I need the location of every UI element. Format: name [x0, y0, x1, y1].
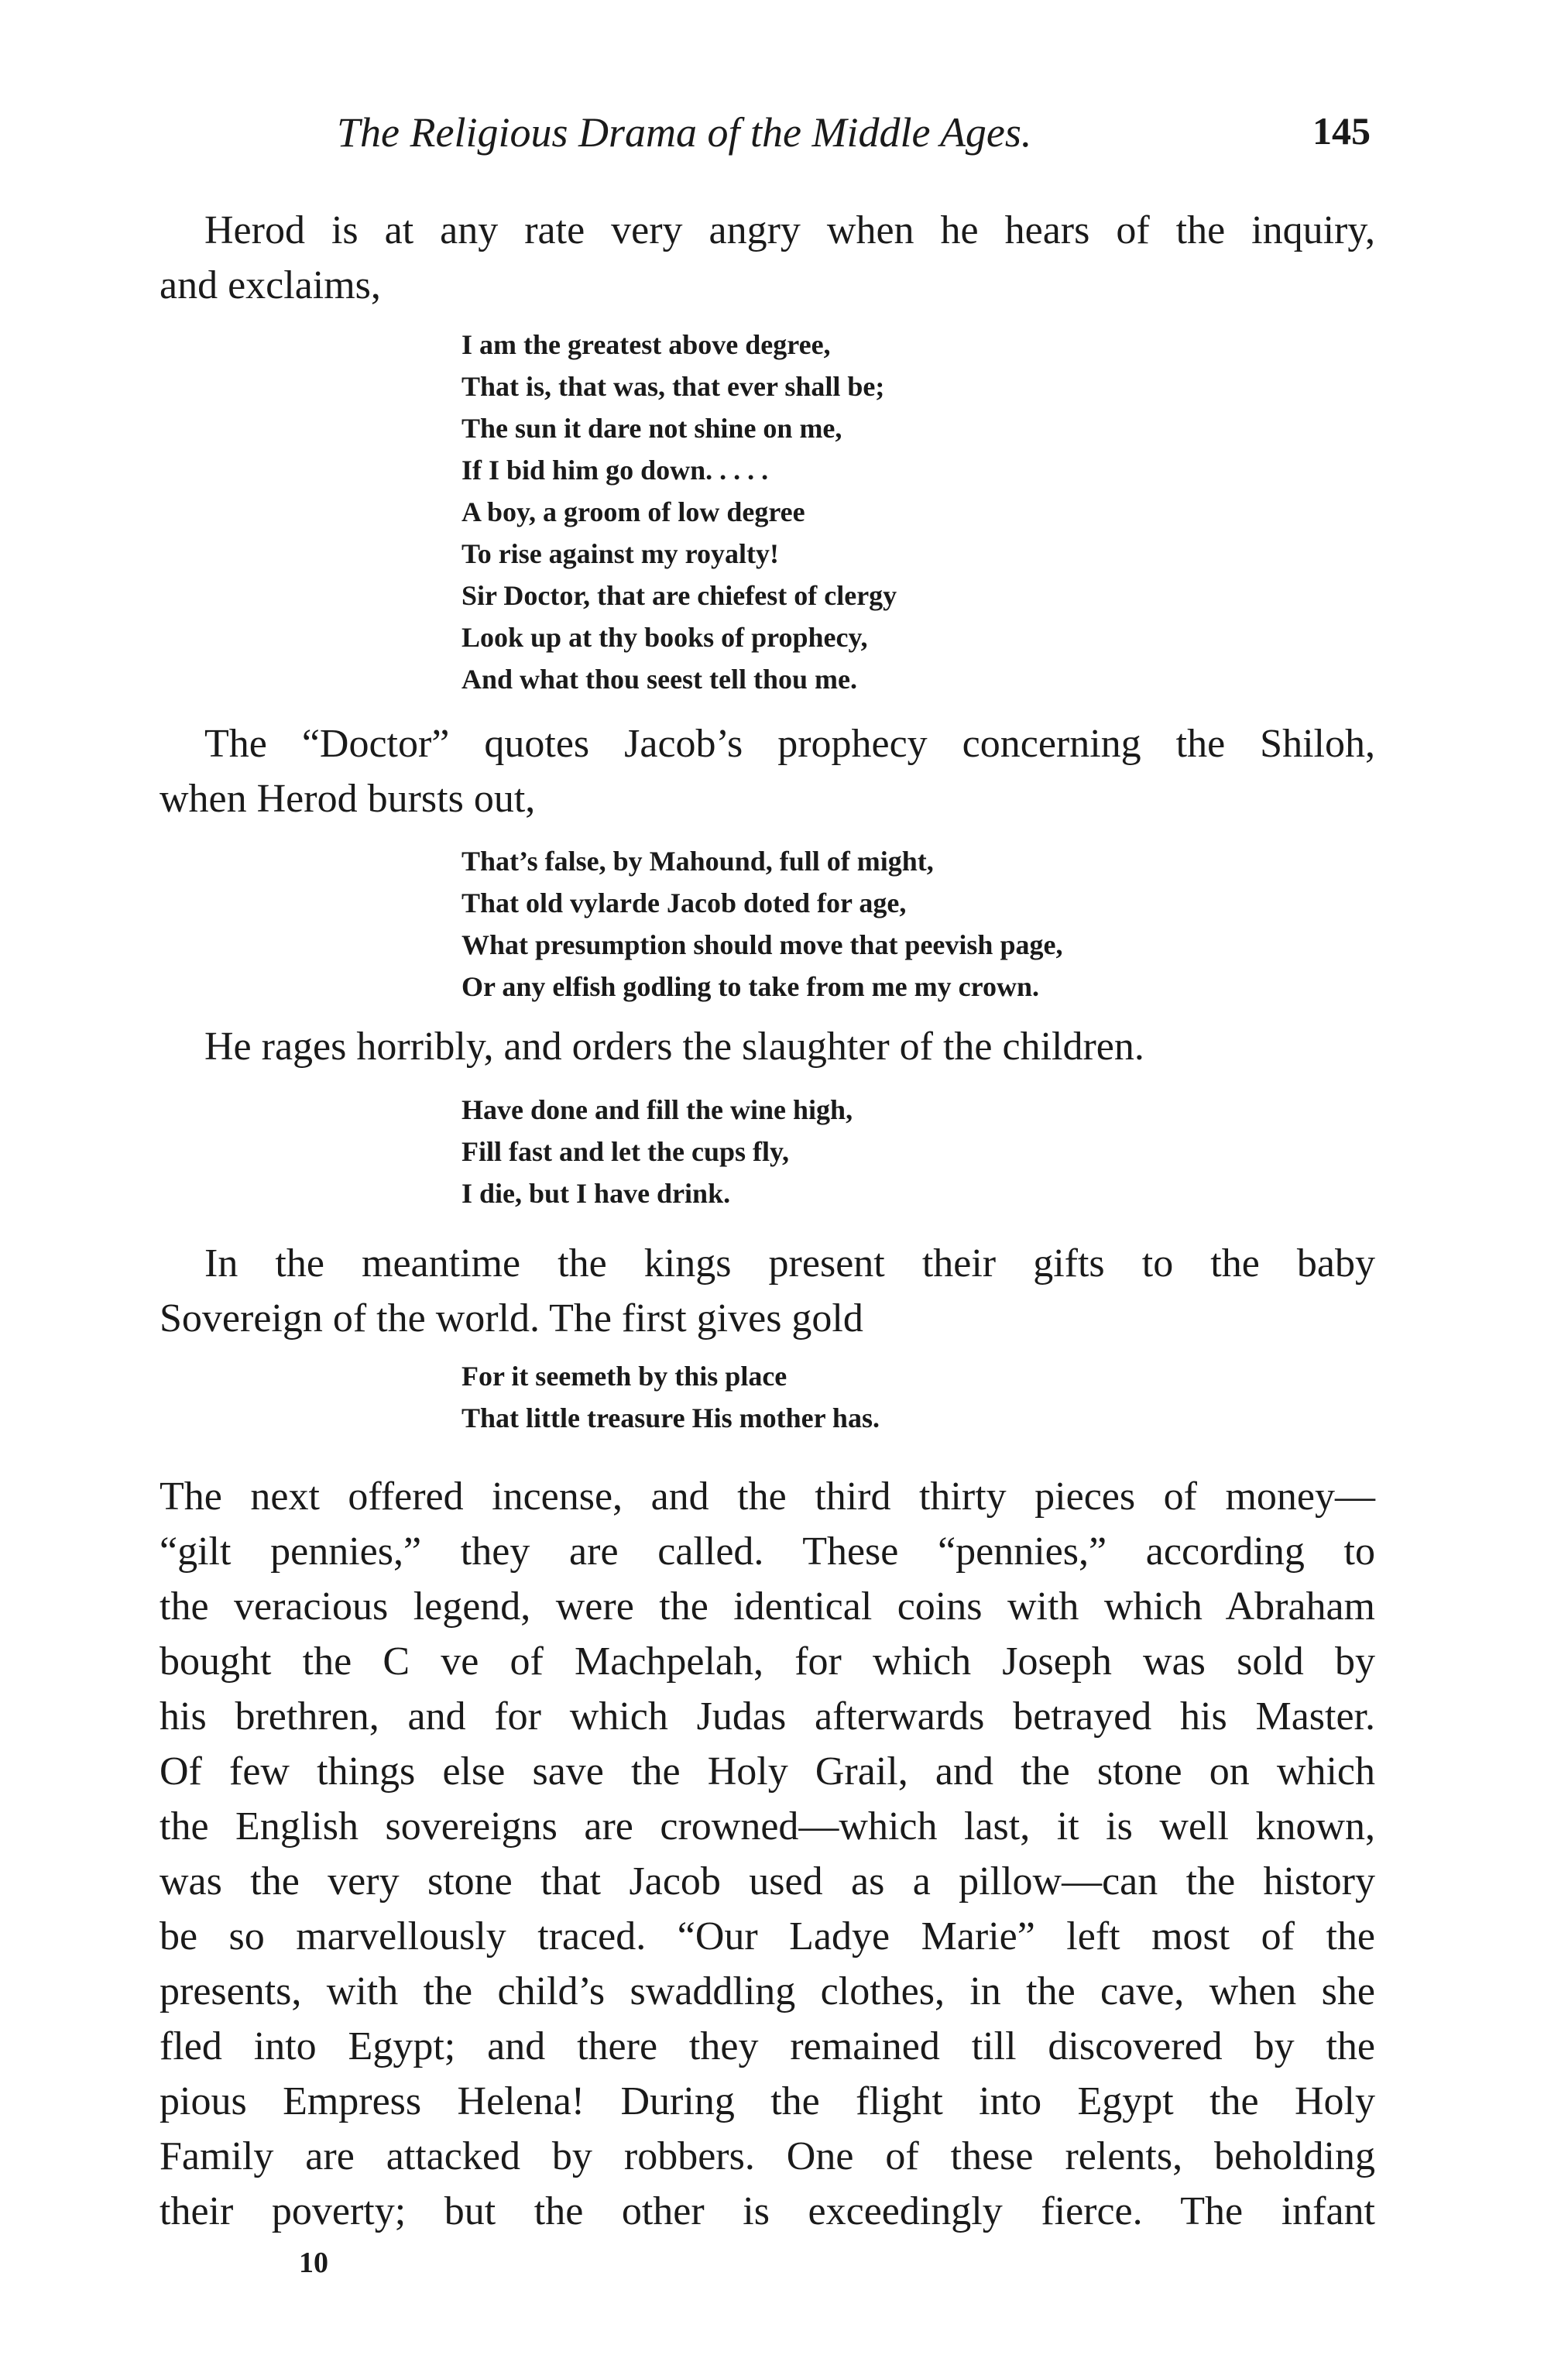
text-line: when Herod bursts out,	[160, 777, 536, 821]
verse-herod-outburst	[461, 840, 1062, 1008]
verse-line: What presumption should move that peevish page,	[461, 929, 1063, 960]
verse-line: For it seemeth by this place	[461, 1361, 787, 1392]
verse-line: Sir Doctor, that are chiefest of clergy	[461, 580, 897, 611]
verse-line: That little treasure His mother has.	[461, 1402, 880, 1433]
text-line: pious Empress Helena! During the flight into Egypt the Holy	[160, 2079, 1375, 2123]
verse-line: If I bid him go down. . . . .	[461, 455, 769, 486]
verse-wine	[461, 1089, 853, 1214]
text-line: The next offered incense, and the third thirty pieces of money—	[160, 1474, 1375, 1519]
verse-line: Fill fast and let the cups fly,	[461, 1136, 790, 1167]
signature-mark: 10	[299, 2247, 328, 2279]
verse-line: A boy, a groom of low degree	[461, 496, 805, 527]
verse-line: Look up at thy books of prophecy,	[461, 622, 868, 653]
verse-line: Or any elfish godling to take from me my crown.	[461, 971, 1039, 1002]
text-line: Sovereign of the world. The first gives gold	[160, 1296, 863, 1341]
verse-line: To rise against my royalty!	[461, 538, 779, 569]
verse-line: And what thou seest tell thou me.	[461, 664, 858, 695]
text-line: presents, with the child’s swaddling clothes, in the cave, when she	[160, 1969, 1375, 2013]
text-line: bought the C ve of Machpelah, for which Joseph was sold by	[160, 1639, 1375, 1684]
text-line: be so marvellously traced. “Our Ladye Marie” left most of the	[160, 1914, 1375, 1958]
text-line: “gilt pennies,” they are called. These “pennies,” according to	[160, 1529, 1375, 1574]
paragraph-herod-angry	[160, 203, 1375, 313]
verse-line: That old vylarde Jacob doted for age,	[461, 887, 907, 918]
page-number: 145	[1312, 109, 1371, 153]
verse-line: Have done and fill the wine high,	[461, 1094, 853, 1125]
verse-line: I die, but I have drink.	[461, 1178, 731, 1209]
paragraph-herod-rages	[160, 1019, 1375, 1074]
text-line: The “Doctor” quotes Jacob’s prophecy concerning the Shiloh,	[204, 722, 1375, 766]
verse-herod-speech	[461, 324, 897, 700]
paragraph-doctor-prophecy	[160, 716, 1375, 826]
verse-line: I am the greatest above degree,	[461, 329, 831, 360]
verse-line: That is, that was, that ever shall be;	[461, 371, 885, 402]
text-line: the veracious legend, were the identical coins with which Abraham	[160, 1584, 1375, 1629]
text-line: Herod is at any rate very angry when he hears of the inquiry,	[204, 208, 1375, 252]
text-line: his brethren, and for which Judas afterwards betrayed his Master.	[160, 1694, 1375, 1739]
paragraph-kings-gifts	[160, 1236, 1375, 1346]
text-line: the English sovereigns are crowned—which last, it is well known,	[160, 1804, 1375, 1849]
text-line: In the meantime the kings present their gifts to the baby	[204, 1241, 1375, 1286]
text-line: Family are attacked by robbers. One of these relents, beholding	[160, 2134, 1375, 2178]
verse-gold	[461, 1355, 880, 1439]
text-line: fled into Egypt; and there they remained till discovered by the	[160, 2024, 1375, 2068]
verse-line: That’s false, by Mahound, full of might,	[461, 846, 934, 877]
text-line: He rages horribly, and orders the slaughter of the children.	[204, 1025, 1144, 1069]
text-line: their poverty; but the other is exceedingly fierce. The infant	[160, 2189, 1375, 2233]
paragraph-incense-and-pennies	[160, 1469, 1375, 2239]
verse-line: The sun it dare not shine on me,	[461, 413, 842, 444]
text-line: and exclaims,	[160, 263, 381, 307]
running-title: The Religious Drama of the Middle Ages.	[337, 109, 1032, 156]
page-header	[155, 108, 1394, 170]
text-line: Of few things else save the Holy Grail, and the stone on which	[160, 1749, 1375, 1794]
text-line: was the very stone that Jacob used as a pillow—can the history	[160, 1859, 1375, 1904]
